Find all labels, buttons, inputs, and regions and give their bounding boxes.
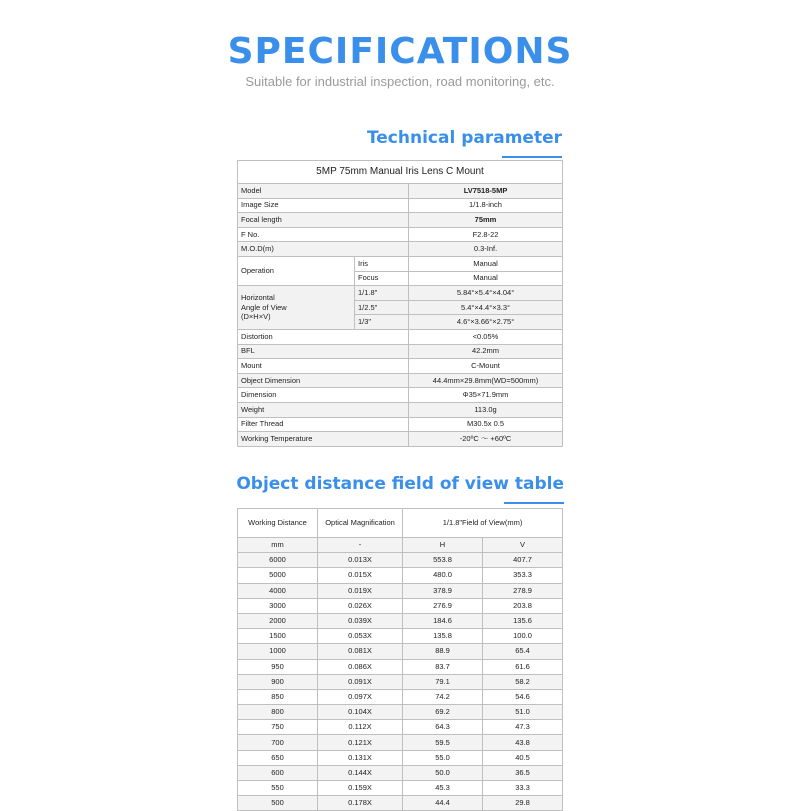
magnification-cell: 0.112X xyxy=(318,720,403,735)
row-value: 75mm xyxy=(409,213,563,228)
row-label-angle-of-view xyxy=(238,286,355,330)
column-header: Optical Magnification xyxy=(318,509,403,538)
fov-h-cell: 83.7 xyxy=(403,659,483,674)
unit-cell: mm xyxy=(238,538,318,553)
working-distance-cell: 900 xyxy=(238,674,318,689)
magnification-cell: 0.081X xyxy=(318,644,403,659)
technical-parameter-table xyxy=(237,160,563,447)
working-distance-cell: 5000 xyxy=(238,568,318,583)
table-row xyxy=(238,613,563,628)
working-distance-cell: 800 xyxy=(238,705,318,720)
fov-h-cell: 79.1 xyxy=(403,674,483,689)
table-row xyxy=(238,689,563,704)
fov-h-cell: 50.0 xyxy=(403,765,483,780)
working-distance-cell: 650 xyxy=(238,750,318,765)
table-row xyxy=(238,242,563,257)
table-row xyxy=(238,583,563,598)
fov-v-cell: 61.6 xyxy=(483,659,563,674)
table-row xyxy=(238,674,563,689)
table-caption: 5MP 75mm Manual Iris Lens C Mount xyxy=(238,161,563,184)
object-distance-heading xyxy=(236,472,564,496)
fov-h-cell: 64.3 xyxy=(403,720,483,735)
table-row xyxy=(238,359,563,374)
unit-cell: - xyxy=(318,538,403,553)
column-header: Working Distance xyxy=(238,509,318,538)
table-row xyxy=(238,213,563,228)
table-row xyxy=(238,256,563,271)
fov-v-cell: 29.8 xyxy=(483,796,563,811)
fov-h-cell: 378.9 xyxy=(403,583,483,598)
table-row xyxy=(238,329,563,344)
object-distance-heading-text: Object distance field of view table xyxy=(236,474,564,494)
row-sublabel: Focus xyxy=(355,271,409,286)
table-row xyxy=(238,750,563,765)
working-distance-cell: 2000 xyxy=(238,613,318,628)
fov-v-cell: 278.9 xyxy=(483,583,563,598)
table-row xyxy=(238,432,563,447)
working-distance-cell: 4000 xyxy=(238,583,318,598)
row-label: Mount xyxy=(238,359,409,374)
row-label: Operation xyxy=(238,256,355,285)
table-row xyxy=(238,765,563,780)
table-row xyxy=(238,720,563,735)
table-row xyxy=(238,796,563,811)
table-row xyxy=(238,553,563,568)
table-row xyxy=(238,373,563,388)
row-sublabel: 1/1.8" xyxy=(355,286,409,301)
working-distance-cell: 6000 xyxy=(238,553,318,568)
row-value: Manual xyxy=(409,256,563,271)
table-row xyxy=(238,344,563,359)
fov-h-cell: 553.8 xyxy=(403,553,483,568)
row-value: Φ35×71.9mm xyxy=(409,388,563,403)
table-row xyxy=(238,735,563,750)
working-distance-cell: 3000 xyxy=(238,598,318,613)
fov-v-cell: 58.2 xyxy=(483,674,563,689)
row-label: F No. xyxy=(238,227,409,242)
row-value: 44.4mm×29.8mm(WD=500mm) xyxy=(409,373,563,388)
working-distance-cell: 950 xyxy=(238,659,318,674)
row-label: Weight xyxy=(238,402,409,417)
row-label: Filter Thread xyxy=(238,417,409,432)
fov-v-cell: 36.5 xyxy=(483,765,563,780)
page-subtitle: Suitable for industrial inspection, road monitoring, etc. xyxy=(245,74,555,89)
fov-v-cell: 65.4 xyxy=(483,644,563,659)
fov-h-cell: 184.6 xyxy=(403,613,483,628)
units-row xyxy=(238,538,563,553)
aov-label-line: Horizontal xyxy=(241,293,275,303)
page-title: SPECIFICATIONS xyxy=(227,31,573,72)
table-row xyxy=(238,198,563,213)
working-distance-cell: 600 xyxy=(238,765,318,780)
technical-parameter-heading-text: Technical parameter xyxy=(366,128,562,148)
row-value: C-Mount xyxy=(409,359,563,374)
fov-v-cell: 51.0 xyxy=(483,705,563,720)
heading-underline xyxy=(504,502,564,504)
object-distance-table xyxy=(237,508,563,811)
working-distance-cell: 700 xyxy=(238,735,318,750)
table-row xyxy=(238,705,563,720)
fov-v-cell: 47.3 xyxy=(483,720,563,735)
row-label: Dimension xyxy=(238,388,409,403)
fov-v-cell: 33.3 xyxy=(483,781,563,796)
fov-v-cell: 100.0 xyxy=(483,629,563,644)
table-caption-row xyxy=(238,161,563,184)
table-row xyxy=(238,644,563,659)
row-value: 42.2mm xyxy=(409,344,563,359)
fov-v-cell: 353.3 xyxy=(483,568,563,583)
row-value: F2.8-22 xyxy=(409,227,563,242)
row-value: <0.05% xyxy=(409,329,563,344)
fov-v-cell: 407.7 xyxy=(483,553,563,568)
magnification-cell: 0.086X xyxy=(318,659,403,674)
aov-label-line: (D×H×V) xyxy=(241,312,271,322)
table-header-row xyxy=(238,509,563,538)
fov-h-cell: 59.5 xyxy=(403,735,483,750)
row-value: 113.0g xyxy=(409,402,563,417)
magnification-cell: 0.091X xyxy=(318,674,403,689)
table-row xyxy=(238,781,563,796)
row-sublabel: Iris xyxy=(355,256,409,271)
row-value: Manual xyxy=(409,271,563,286)
table-row xyxy=(238,417,563,432)
working-distance-cell: 850 xyxy=(238,689,318,704)
row-value: M30.5x 0.5 xyxy=(409,417,563,432)
row-label: BFL xyxy=(238,344,409,359)
working-distance-cell: 500 xyxy=(238,796,318,811)
magnification-cell: 0.097X xyxy=(318,689,403,704)
fov-h-cell: 480.0 xyxy=(403,568,483,583)
table-row xyxy=(238,629,563,644)
fov-h-cell: 88.9 xyxy=(403,644,483,659)
unit-cell: V xyxy=(483,538,563,553)
table-row xyxy=(238,659,563,674)
table-row xyxy=(238,402,563,417)
fov-h-cell: 45.3 xyxy=(403,781,483,796)
fov-v-cell: 135.6 xyxy=(483,613,563,628)
table-row xyxy=(238,568,563,583)
magnification-cell: 0.039X xyxy=(318,613,403,628)
working-distance-cell: 550 xyxy=(238,781,318,796)
working-distance-cell: 750 xyxy=(238,720,318,735)
working-distance-cell: 1000 xyxy=(238,644,318,659)
row-label: M.O.D(m) xyxy=(238,242,409,257)
row-value: LV7518-5MP xyxy=(409,184,563,199)
row-sublabel: 1/3" xyxy=(355,315,409,330)
magnification-cell: 0.013X xyxy=(318,553,403,568)
row-label: Focal length xyxy=(238,213,409,228)
technical-parameter-heading xyxy=(367,126,562,150)
row-label: Object Dimension xyxy=(238,373,409,388)
fov-h-cell: 55.0 xyxy=(403,750,483,765)
working-distance-cell: 1500 xyxy=(238,629,318,644)
row-label: Working Temperature xyxy=(238,432,409,447)
row-value: 4.6°×3.66°×2.75° xyxy=(409,315,563,330)
row-value: 1/1.8-inch xyxy=(409,198,563,213)
fov-h-cell: 135.8 xyxy=(403,629,483,644)
table-row xyxy=(238,184,563,199)
unit-cell: H xyxy=(403,538,483,553)
row-label: Image Size xyxy=(238,198,409,213)
row-label: Distortion xyxy=(238,329,409,344)
fov-h-cell: 74.2 xyxy=(403,689,483,704)
fov-h-cell: 44.4 xyxy=(403,796,483,811)
fov-v-cell: 54.6 xyxy=(483,689,563,704)
row-sublabel: 1/2.5" xyxy=(355,300,409,315)
magnification-cell: 0.019X xyxy=(318,583,403,598)
magnification-cell: 0.131X xyxy=(318,750,403,765)
row-value: 0.3-Inf. xyxy=(409,242,563,257)
magnification-cell: 0.015X xyxy=(318,568,403,583)
magnification-cell: 0.159X xyxy=(318,781,403,796)
heading-underline xyxy=(502,156,562,158)
row-value: 5.4°×4.4°×3.3° xyxy=(409,300,563,315)
aov-label-line: Angle of View xyxy=(241,302,287,312)
table-row xyxy=(238,388,563,403)
magnification-cell: 0.053X xyxy=(318,629,403,644)
magnification-cell: 0.026X xyxy=(318,598,403,613)
magnification-cell: 0.178X xyxy=(318,796,403,811)
table-row xyxy=(238,598,563,613)
fov-h-cell: 69.2 xyxy=(403,705,483,720)
fov-h-cell: 276.9 xyxy=(403,598,483,613)
column-header: 1/1.8"Field of View(mm) xyxy=(403,509,563,538)
row-label: Model xyxy=(238,184,409,199)
magnification-cell: 0.144X xyxy=(318,765,403,780)
magnification-cell: 0.104X xyxy=(318,705,403,720)
fov-v-cell: 43.8 xyxy=(483,735,563,750)
row-value: 5.84°×5.4°×4.04° xyxy=(409,286,563,301)
fov-v-cell: 203.8 xyxy=(483,598,563,613)
row-value: -20ºC ～ +60ºC xyxy=(409,432,563,447)
table-row xyxy=(238,227,563,242)
table-row xyxy=(238,286,563,301)
fov-v-cell: 40.5 xyxy=(483,750,563,765)
magnification-cell: 0.121X xyxy=(318,735,403,750)
